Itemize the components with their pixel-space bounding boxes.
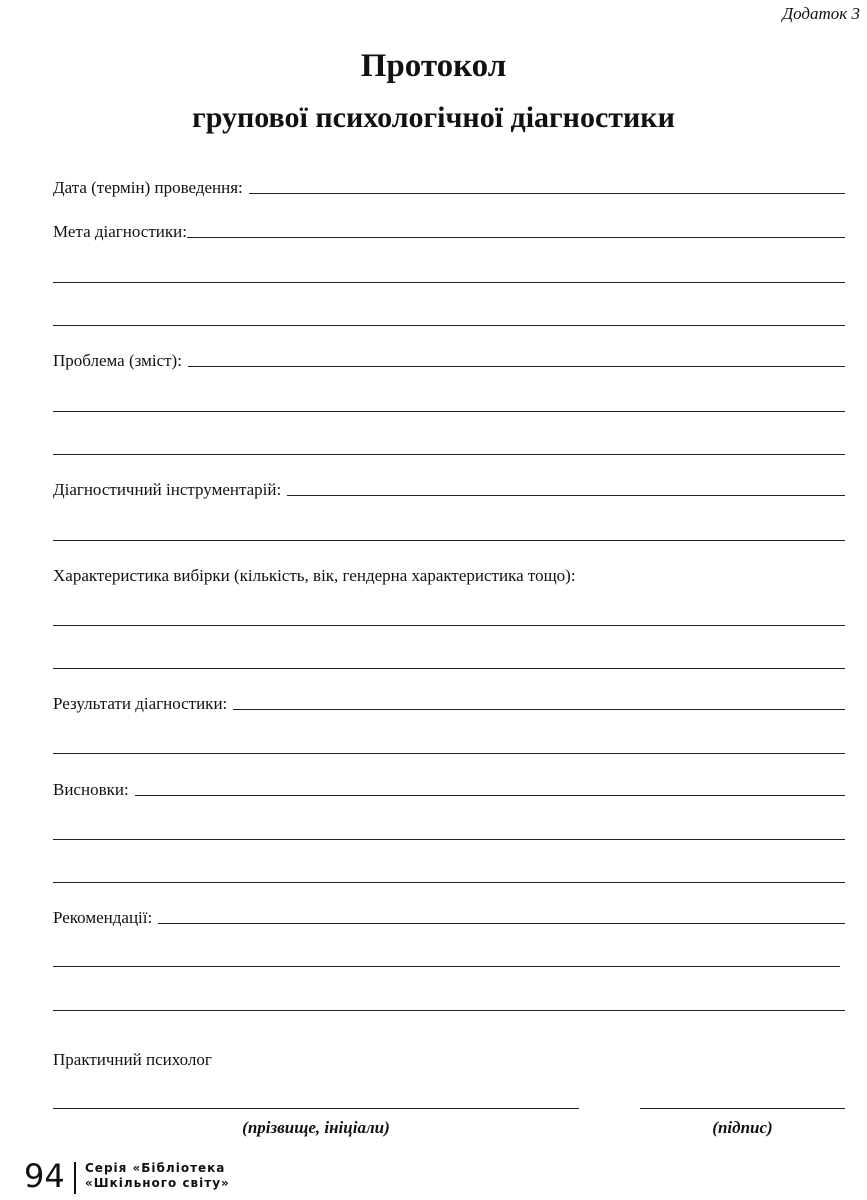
recommendations-label: Рекомендації: [53,908,153,927]
sample-line-2[interactable] [53,668,845,669]
name-signature-line[interactable] [53,1108,579,1109]
date-field-row [53,174,845,198]
goal-extra-line-1[interactable] [53,282,845,283]
goal-input-line[interactable] [187,237,845,238]
problem-extra-line-1[interactable] [53,411,845,412]
appendix-label: Додаток 3 [782,4,860,23]
instruments-extra-line-1[interactable] [53,540,845,541]
date-input-line[interactable] [249,193,845,194]
instruments-label: Діагностичний інструментарій: [53,480,282,499]
goal-extra-line-2[interactable] [53,325,845,326]
sign-caption: (підпис) [712,1118,773,1137]
sign-signature-line[interactable] [640,1108,845,1109]
instruments-field-row [53,476,845,500]
problem-label: Проблема (зміст): [53,351,182,370]
document-title: Протокол [360,48,507,84]
results-input-line[interactable] [233,709,845,710]
problem-field-row [53,347,845,371]
conclusions-extra-line-2[interactable] [53,882,845,883]
results-extra-line-1[interactable] [53,753,845,754]
page-number: 94 [24,1157,65,1195]
footer-divider [74,1162,76,1194]
recommendations-extra-line-1[interactable] [53,966,840,967]
problem-extra-line-2[interactable] [53,454,845,455]
problem-input-line[interactable] [188,366,845,367]
recommendations-input-line[interactable] [158,923,845,924]
conclusions-label: Висновки: [53,780,129,799]
instruments-input-line[interactable] [287,495,845,496]
date-label: Дата (термін) проведення: [53,178,243,197]
series-title-line-1: Серія «Бібліотека [85,1161,226,1175]
conclusions-input-line[interactable] [135,795,845,796]
results-label: Результати діагностики: [53,694,228,713]
sample-label: Характеристика вибірки (кількість, вік, гендерна характеристика тощо): [53,566,576,585]
recommendations-field-row [53,904,845,928]
name-caption: (прізвище, ініціали) [242,1118,390,1137]
goal-field-row [53,218,845,242]
conclusions-field-row [53,776,845,800]
series-title [85,1161,230,1191]
document-subtitle: групової психологічної діагностики [192,101,675,134]
goal-label: Мета діагностики: [53,222,187,241]
sample-line-1[interactable] [53,625,845,626]
conclusions-extra-line-1[interactable] [53,839,845,840]
recommendations-extra-line-2[interactable] [53,1010,845,1011]
series-title-line-2: «Шкільного світу» [85,1176,230,1190]
psychologist-label: Практичний психолог [53,1050,212,1069]
results-field-row [53,690,845,714]
